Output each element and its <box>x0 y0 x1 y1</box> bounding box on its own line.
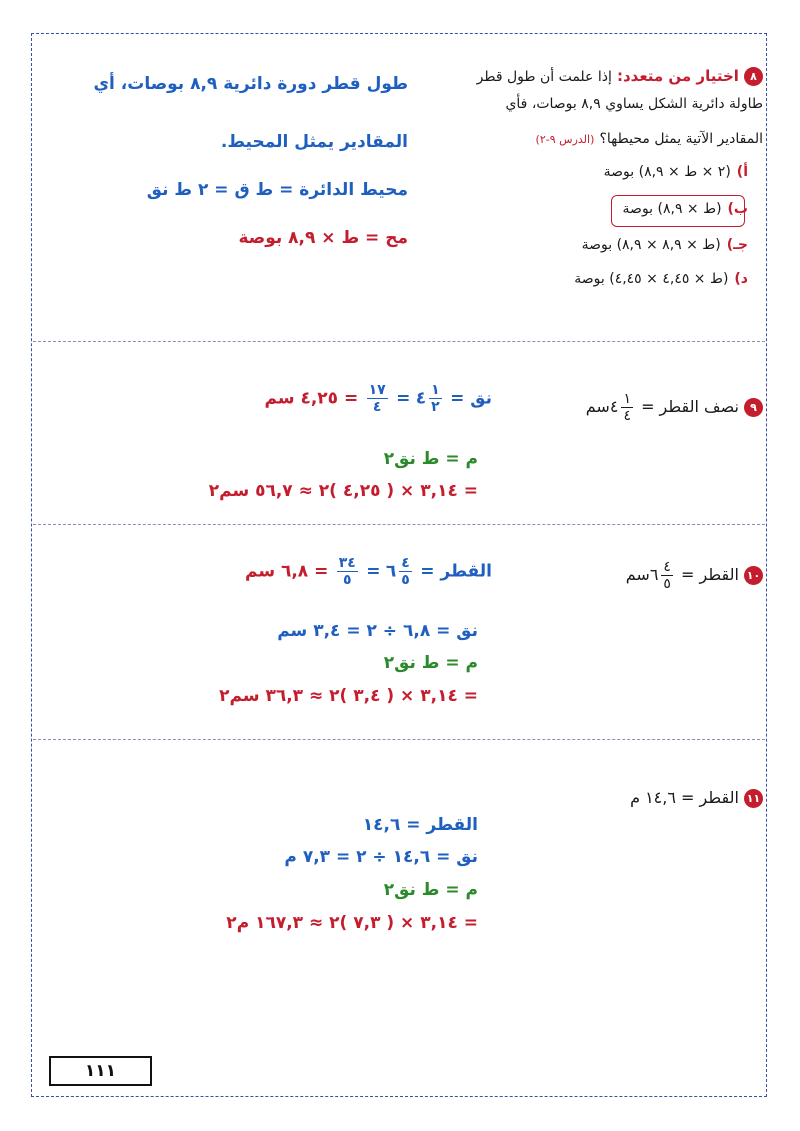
separator-3 <box>33 739 765 740</box>
q9-label-fraction: $\frac{١}{٤}$ <box>623 391 631 424</box>
q11-line-1: القطر = ١٤,٦ <box>362 815 478 835</box>
q8-answer-line-3: محيط الدائرة = ط ق = ٢ ط نق <box>146 180 408 200</box>
q8-title-line <box>477 66 763 86</box>
separator-2 <box>33 524 765 525</box>
q9-fraction-2: $\frac{١٧}{٤}$ <box>368 382 386 415</box>
q8-answer-line-2: المقادير يمثل المحيط. <box>220 132 408 152</box>
q9-label: نصف القطر = <box>641 397 739 416</box>
q9-line-1: نق = $\frac{١}{٢}$ ٤ = $\frac{١٧}{٤}$ = ٤,٢٥ سم <box>264 382 492 415</box>
q8-choice-b: ب)(ط × ٨,٩) بوصة <box>622 201 748 217</box>
q8-choice-c: جـ)(ط × ٨,٩ × ٨,٩) بوصة <box>581 237 748 253</box>
q10-fraction-1: $\frac{٤}{٥}$ <box>401 555 410 588</box>
q8-answer-line-1: طول قطر دورة دائرية ٨,٩ بوصات، أي <box>93 74 408 94</box>
q8-choice-a: أ)(٢ × ط × ٨,٩) بوصة <box>603 164 748 180</box>
q10-fraction-2: $\frac{٣٤}{٥}$ <box>338 555 356 588</box>
q11-question <box>630 788 763 808</box>
q9-line-3: = ٣,١٤ × ( ٤,٢٥ )٢ ≈ ٥٦,٧ سم٢ <box>208 481 478 501</box>
page-number: ١١١ <box>49 1056 152 1086</box>
q9-question <box>586 392 763 423</box>
q11-line-3: م = ط نق٢ <box>383 880 478 900</box>
q10-line-4: = ٣,١٤ × ( ٣,٤ )٢ ≈ ٣٦,٣ سم٢ <box>219 686 478 706</box>
q8-title: اختيار من متعدد: <box>616 67 739 85</box>
q10-line-1: القطر = $\frac{٤}{٥}$ ٦ = $\frac{٣٤}{٥}$ = ٦,٨ سم <box>244 555 492 588</box>
q9-fraction-1: $\frac{١}{٢}$ <box>431 382 440 415</box>
q8-text-2: طاولة دائرية الشكل يساوي ٨,٩ بوصات، فأي <box>505 96 763 112</box>
q10-label-unit: سم <box>625 565 650 584</box>
q9-label-unit: سم <box>585 397 610 416</box>
q8-text-3-line <box>536 128 763 147</box>
q11-line-4: = ٣,١٤ × ( ٧,٣ )٢ ≈ ١٦٧,٣ م٢ <box>226 913 478 933</box>
q8-lesson-ref: (الدرس ٩-٢) <box>535 133 595 146</box>
q9-number-badge: ٩ <box>744 398 763 417</box>
q10-label: القطر = <box>681 565 739 584</box>
separator-1 <box>33 341 765 342</box>
q8-choice-d: د)(ط × ٤,٤٥ × ٤,٤٥) بوصة <box>574 271 748 287</box>
q11-number-badge: ١١ <box>744 789 763 808</box>
q8-number-badge: ٨ <box>744 67 763 86</box>
q10-result: = ٦,٨ سم <box>244 561 329 582</box>
q8-text-3: المقادير الآتية يمثل محيطها؟ <box>599 131 763 147</box>
q10-label-fraction: $\frac{٤}{٥}$ <box>663 559 671 592</box>
q8-text-1: إذا علمت أن طول قطر <box>476 69 612 85</box>
q10-question <box>626 560 763 591</box>
q11-label: القطر = ١٤,٦ م <box>630 788 739 807</box>
q9-result: = ٤,٢٥ سم <box>264 388 359 409</box>
q8-answer-line-4: مح = ط × ٨,٩ بوصة <box>238 228 408 248</box>
q9-label-whole: ٤ <box>609 397 619 416</box>
q10-label-whole: ٦ <box>649 565 659 584</box>
q10-number-badge: ١٠ <box>744 566 763 585</box>
q10-line-3: م = ط نق٢ <box>383 653 478 673</box>
q10-line-2: نق = ٦,٨ ÷ ٢ = ٣,٤ سم <box>277 621 478 641</box>
q9-line-2: م = ط نق٢ <box>383 449 478 469</box>
q11-line-2: نق = ١٤,٦ ÷ ٢ = ٧,٣ م <box>284 847 478 867</box>
